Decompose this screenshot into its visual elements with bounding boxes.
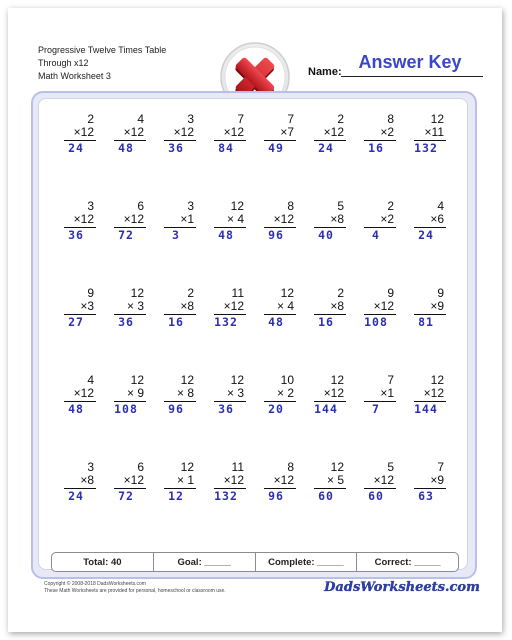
answer: 96 [168,402,184,416]
multiplier: ×12 [223,299,244,313]
complete-cell: Complete: _____ [255,553,357,571]
answer: 24 [418,228,434,242]
multiplication-problem [404,287,454,374]
name-line [341,76,483,77]
answer: 36 [68,228,84,242]
multiplication-problem [104,374,154,461]
multiplier: ×12 [123,473,144,487]
multiplier: ×7 [280,125,294,139]
answer: 48 [68,402,84,416]
answer: 16 [168,315,184,329]
multiplier: × 4 [226,212,244,226]
multiplicand: 6 [137,460,144,474]
multiplier: ×8 [80,473,94,487]
multiplication-problem [304,287,354,374]
multiplier: × 1 [176,473,194,487]
answer: 84 [218,141,234,155]
multiplicand: 2 [187,286,194,300]
multiplication-problem [354,113,404,200]
multiplication-problem [204,461,254,548]
answer: 12 [168,489,184,503]
multiplier: ×8 [330,212,344,226]
brand-name: DadsWorksheets.com [324,580,480,595]
answer: 96 [268,228,284,242]
multiplication-problem [204,113,254,200]
multiplicand: 8 [287,460,294,474]
answer: 24 [68,489,84,503]
multiplicand: 9 [387,286,394,300]
answer: 132 [414,141,438,155]
multiplication-problem [54,461,104,548]
answer: 63 [418,489,434,503]
multiplicand: 4 [137,112,144,126]
multiplication-problem [204,200,254,287]
multiplicand: 4 [87,373,94,387]
answer-rule [364,401,396,402]
multiplier: ×12 [423,386,444,400]
multiplier: × 9 [126,386,144,400]
total-cell: Total: 40 [83,556,122,568]
multiplication-problem [204,287,254,374]
multiplier: ×12 [123,212,144,226]
problems-grid [54,113,454,548]
multiplicand: 12 [230,373,244,387]
answer: 3 [172,228,180,242]
answer: 49 [268,141,284,155]
multiplication-problem [54,374,104,461]
multiplicand: 8 [287,199,294,213]
multiplicand: 9 [87,286,94,300]
multiplicand: 5 [387,460,394,474]
multiplication-problem [254,200,304,287]
goal-cell: Goal: _____ [153,553,255,571]
multiplication-problem [54,287,104,374]
multiplier: × 4 [276,299,294,313]
multiplication-problem [304,113,354,200]
multiplication-problem [404,374,454,461]
multiplication-problem [154,461,204,548]
answer: 108 [364,315,388,329]
answer: 60 [368,489,384,503]
multiplicand: 6 [137,199,144,213]
multiplier: ×8 [180,299,194,313]
multiplicand: 9 [437,286,444,300]
correct-cell: Correct: _____ [356,553,458,571]
answer: 36 [168,141,184,155]
copyright-line-1: Copyright © 2008-2018 DadsWorksheets.com [44,581,146,587]
multiplication-problem [254,113,304,200]
multiplication-problem [154,200,204,287]
multiplier: ×12 [223,125,244,139]
multiplicand: 3 [87,199,94,213]
answer: 7 [372,402,380,416]
multiplication-problem [354,461,404,548]
multiplier: ×12 [73,212,94,226]
multiplicand: 12 [130,373,144,387]
multiplier: × 3 [126,299,144,313]
multiplicand: 12 [180,460,194,474]
answer: 108 [114,402,138,416]
multiplier: ×12 [373,299,394,313]
multiplication-problem [154,113,204,200]
multiplier: ×12 [173,125,194,139]
multiplier: × 3 [226,386,244,400]
answer: 36 [118,315,134,329]
dadsworksheets-logo [324,574,480,598]
answer: 27 [68,315,84,329]
multiplier: ×2 [380,125,394,139]
copyright-notice [44,581,226,595]
multiplication-problem [404,113,454,200]
answer: 20 [268,402,284,416]
multiplicand: 3 [187,112,194,126]
multiplier: ×12 [273,473,294,487]
multiplication-problem [104,461,154,548]
answer: 24 [318,141,334,155]
multiplication-problem [404,200,454,287]
multiplier: ×2 [380,212,394,226]
multiplicand: 12 [430,112,444,126]
multiplier: ×6 [430,212,444,226]
answer: 24 [68,141,84,155]
answer: 16 [368,141,384,155]
answer: 16 [318,315,334,329]
multiplication-problem [54,200,104,287]
multiplication-problem [54,113,104,200]
multiplicand: 11 [231,286,244,300]
answer: 132 [214,315,238,329]
title-line-3: Math Worksheet 3 [38,71,111,81]
multiplicand: 7 [387,373,394,387]
multiplication-problem [354,200,404,287]
multiplicand: 12 [280,286,294,300]
multiplication-problem [204,374,254,461]
multiplier: ×11 [424,125,444,139]
multiplicand: 3 [187,199,194,213]
multiplication-problem [354,374,404,461]
answer: 144 [414,402,438,416]
multiplicand: 2 [387,199,394,213]
score-bar [51,552,459,572]
multiplication-problem [404,461,454,548]
multiplier: ×12 [123,125,144,139]
answer: 96 [268,489,284,503]
multiplicand: 2 [337,112,344,126]
answer-rule [164,227,196,228]
multiplier: ×9 [430,473,444,487]
multiplicand: 2 [87,112,94,126]
multiplication-problem [104,287,154,374]
multiplicand: 12 [430,373,444,387]
multiplicand: 12 [230,199,244,213]
multiplicand: 12 [180,373,194,387]
multiplicand: 12 [130,286,144,300]
multiplier: ×12 [223,473,244,487]
title-line-1: Progressive Twelve Times Table [38,45,167,55]
worksheet-title [38,44,166,83]
multiplier: ×1 [380,386,394,400]
multiplicand: 7 [287,112,294,126]
multiplier: × 5 [326,473,344,487]
multiplier: ×12 [273,212,294,226]
answer: 72 [118,489,134,503]
answer: 132 [214,489,238,503]
answer-key-label: Answer Key [358,52,462,72]
answer: 4 [372,228,380,242]
multiplier: × 2 [276,386,294,400]
multiplicand: 7 [437,460,444,474]
multiplier: ×1 [180,212,194,226]
multiplicand: 3 [87,460,94,474]
multiplication-problem [104,113,154,200]
multiplicand: 4 [437,199,444,213]
answer: 72 [118,228,134,242]
multiplication-problem [304,200,354,287]
answer: 48 [218,228,234,242]
answer: 81 [418,315,434,329]
multiplication-problem [354,287,404,374]
multiplication-problem [254,461,304,548]
multiplicand: 12 [330,460,344,474]
multiplier: ×9 [430,299,444,313]
multiplication-problem [154,374,204,461]
multiplier: ×12 [323,386,344,400]
multiplicand: 7 [237,112,244,126]
multiplication-problem [104,200,154,287]
multiplication-problem [154,287,204,374]
multiplicand: 10 [280,373,294,387]
multiplicand: 11 [231,460,244,474]
answer: 40 [318,228,334,242]
multiplicand: 2 [337,286,344,300]
multiplicand: 8 [387,112,394,126]
multiplier: ×8 [330,299,344,313]
answer: 48 [268,315,284,329]
multiplication-problem [254,287,304,374]
answer: 36 [218,402,234,416]
multiplier: ×12 [73,386,94,400]
multiplication-problem [254,374,304,461]
multiplicand: 5 [337,199,344,213]
multiplication-problem [304,461,354,548]
copyright-line-2: These Math Worksheets are provided for personal, homeschool or classroom use. [44,588,226,594]
answer-rule [364,227,396,228]
name-label: Name: [308,66,342,78]
multiplication-problem [304,374,354,461]
multiplier: ×12 [373,473,394,487]
multiplier: ×12 [323,125,344,139]
answer: 48 [118,141,134,155]
multiplier: × 8 [176,386,194,400]
answer: 60 [318,489,334,503]
multiplicand: 12 [330,373,344,387]
title-line-2: Through x12 [38,58,89,68]
answer: 144 [314,402,338,416]
multiplier: ×3 [80,299,94,313]
multiplier: ×12 [73,125,94,139]
